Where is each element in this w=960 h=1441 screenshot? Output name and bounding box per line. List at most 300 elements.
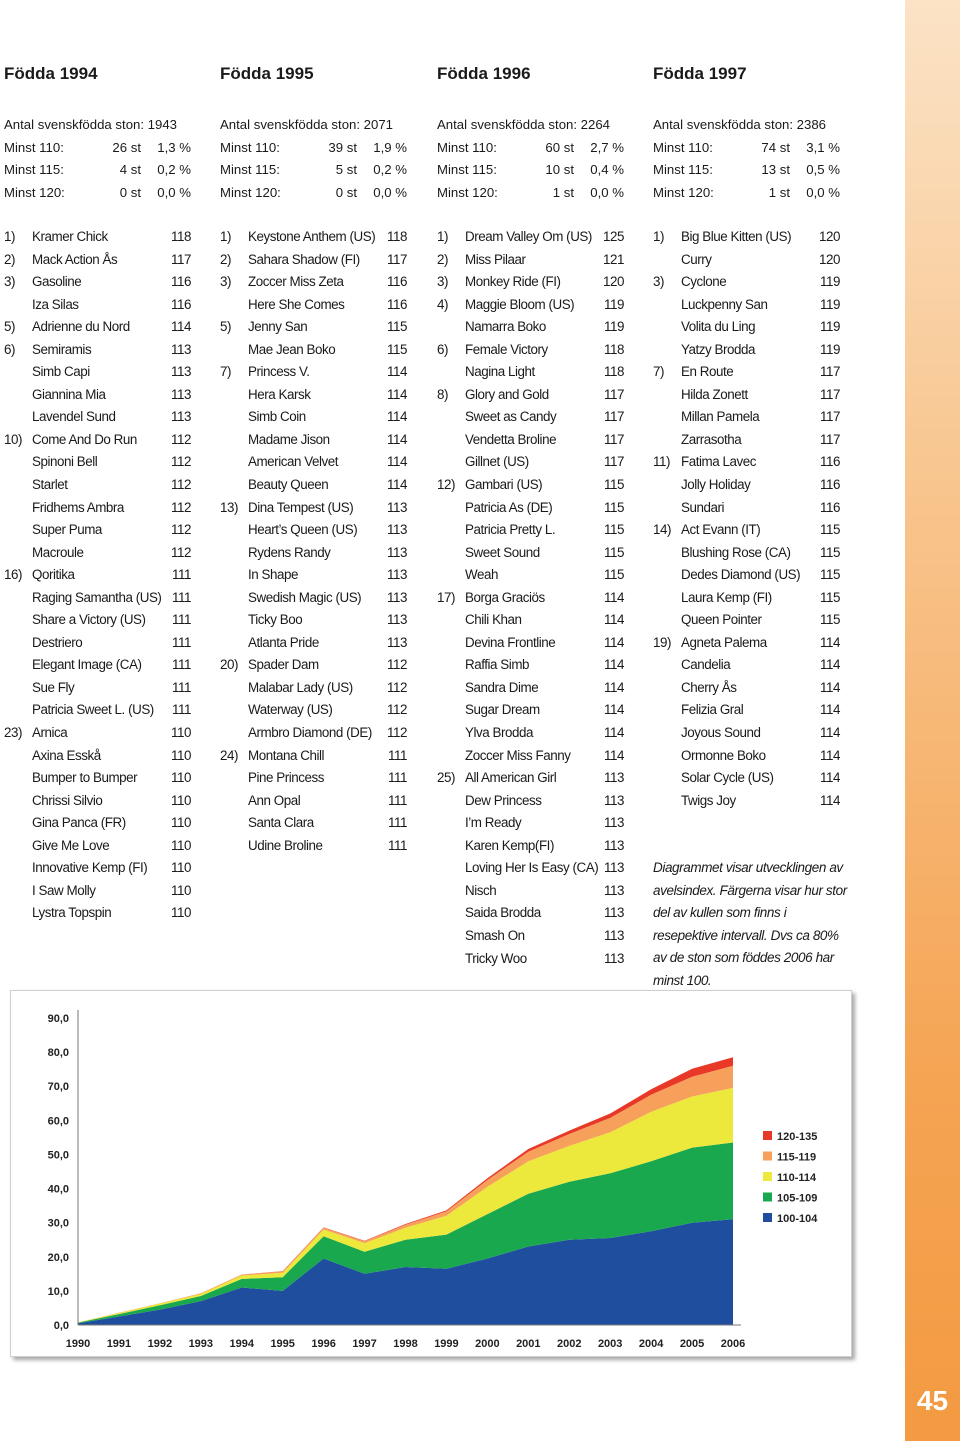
stats-row <box>220 159 425 182</box>
list-item <box>653 745 858 768</box>
list-index-value: 115 <box>820 589 840 605</box>
list-item <box>220 519 425 542</box>
list-index-value: 119 <box>604 296 624 312</box>
stats-label: Minst 115: <box>220 162 280 177</box>
list-item <box>220 767 425 790</box>
list-item <box>437 519 642 542</box>
stats-percent: 0,5 % <box>806 162 840 177</box>
list-rank: 19) <box>653 634 672 650</box>
list-horse-name: Ticky Boo <box>248 612 303 628</box>
list-rank: 4) <box>437 296 449 312</box>
stats-count: 5 st <box>335 162 357 177</box>
list-index-value: 110 <box>171 860 191 876</box>
list-horse-name: Mae Jean Boko <box>248 341 336 357</box>
stats-row <box>653 159 858 182</box>
list-item <box>220 294 425 317</box>
list-horse-name: Joyous Sound <box>681 725 761 741</box>
x-tick-label: 2001 <box>516 1338 541 1350</box>
list-item <box>437 790 642 813</box>
list-index-value: 114 <box>604 679 624 695</box>
list-index-value: 114 <box>820 770 840 786</box>
list-horse-name: En Route <box>681 364 734 380</box>
list-horse-name: Yatzy Brodda <box>681 341 755 357</box>
list-index-value: 110 <box>171 770 191 786</box>
list-rank: 16) <box>4 567 23 583</box>
list-horse-name: Twigs Joy <box>681 792 736 808</box>
list-item <box>4 384 209 407</box>
list-index-value: 113 <box>387 544 407 560</box>
list-rank: 14) <box>653 522 672 538</box>
stats-row <box>437 137 642 160</box>
y-tick-label: 0,0 <box>53 1320 69 1332</box>
list-item <box>653 316 858 339</box>
list-item <box>653 654 858 677</box>
list-item <box>653 474 858 497</box>
list-horse-name: Jenny San <box>248 319 308 335</box>
list-item <box>4 294 209 317</box>
list-index-value: 111 <box>171 634 191 650</box>
list-index-value: 117 <box>820 386 840 402</box>
list-index-value: 114 <box>820 657 840 673</box>
list-item <box>653 339 858 362</box>
list-item <box>4 880 209 903</box>
list-index-value: 111 <box>171 702 191 718</box>
x-tick-label: 2003 <box>597 1338 623 1350</box>
list-item <box>220 587 425 610</box>
list-horse-name: Malabar Lady (US) <box>248 679 353 695</box>
list-horse-name: Loving Her Is Easy (CA) <box>465 860 599 876</box>
list-item <box>437 835 642 858</box>
list-index-value: 114 <box>604 634 624 650</box>
stats-total-line <box>4 114 209 137</box>
list-horse-name: Spader Dam <box>248 657 319 673</box>
list-horse-name: Queen Pointer <box>681 612 762 628</box>
list-horse-name: Tricky Woo <box>465 950 527 966</box>
list-item <box>220 835 425 858</box>
list-index-value: 113 <box>387 522 407 538</box>
list-item <box>220 474 425 497</box>
list-horse-name: Chili Khan <box>465 612 522 628</box>
list-item <box>4 699 209 722</box>
list-index-value: 113 <box>604 792 624 808</box>
list-item <box>4 587 209 610</box>
list-index-value: 113 <box>604 882 624 898</box>
list-item <box>4 857 209 880</box>
legend-swatch <box>763 1193 772 1202</box>
list-item <box>4 497 209 520</box>
list-item <box>220 226 425 249</box>
legend-swatch <box>763 1131 772 1140</box>
list-horse-name: Luckpenny San <box>681 296 768 312</box>
list-index-value: 114 <box>820 747 840 763</box>
list-index-value: 125 <box>603 229 624 244</box>
ranking-list <box>437 226 642 970</box>
list-index-value: 113 <box>604 905 624 921</box>
stats-percent: 0,0 % <box>590 184 624 200</box>
list-item <box>220 361 425 384</box>
list-horse-name: Macroule <box>32 544 84 560</box>
list-horse-name: Glory and Gold <box>465 386 549 402</box>
ranking-list <box>653 226 858 812</box>
stats-row <box>4 137 209 160</box>
list-horse-name: All American Girl <box>465 770 557 786</box>
list-item <box>220 812 425 835</box>
stats-count: 1 st <box>768 184 790 200</box>
list-item <box>653 722 858 745</box>
list-item <box>220 316 425 339</box>
list-item <box>437 857 642 880</box>
list-index-value: 115 <box>387 319 407 335</box>
list-horse-name: Kramer Chick <box>32 229 108 244</box>
x-tick-label: 2000 <box>475 1338 500 1350</box>
list-index-value: 115 <box>604 522 624 538</box>
list-item <box>437 429 642 452</box>
list-rank: 11) <box>653 454 671 470</box>
list-index-value: 114 <box>820 634 840 650</box>
list-horse-name: Ylva Brodda <box>465 725 533 741</box>
list-horse-name: Zoccer Miss Fanny <box>465 747 571 763</box>
stats-row <box>653 137 858 160</box>
list-item <box>437 474 642 497</box>
list-horse-name: Volita du Ling <box>681 319 756 335</box>
list-item <box>4 474 209 497</box>
list-item <box>220 699 425 722</box>
list-item <box>437 271 642 294</box>
list-rank: 7) <box>653 364 665 380</box>
x-tick-label: 2002 <box>557 1338 582 1350</box>
stats-label: Minst 120: <box>4 184 65 200</box>
stats-percent: 0,0 % <box>806 184 840 200</box>
list-index-value: 110 <box>171 882 191 898</box>
list-item <box>4 271 209 294</box>
list-item <box>437 609 642 632</box>
list-horse-name: Starlet <box>32 477 68 493</box>
list-horse-name: Candelia <box>681 657 731 673</box>
list-item <box>220 722 425 745</box>
list-index-value: 113 <box>604 927 624 943</box>
list-index-value: 110 <box>171 837 191 853</box>
list-horse-name: Armbro Diamond (DE) <box>248 725 372 741</box>
y-tick-label: 90,0 <box>47 1013 69 1025</box>
stats-total-line <box>437 114 642 137</box>
list-item <box>4 519 209 542</box>
list-item <box>220 609 425 632</box>
list-rank: 13) <box>220 499 239 515</box>
column-title: Födda 1994 <box>4 64 98 83</box>
ranking-list <box>4 226 209 925</box>
list-item <box>437 677 642 700</box>
list-horse-name: Innovative Kemp (FI) <box>32 860 148 876</box>
list-index-value: 114 <box>387 431 407 447</box>
list-horse-name: Ormonne Boko <box>681 747 766 763</box>
stats-total: Antal svenskfödda ston: 1943 <box>4 117 178 132</box>
list-index-value: 114 <box>820 792 840 808</box>
list-item <box>4 406 209 429</box>
list-horse-name: Agneta Palema <box>681 634 767 650</box>
list-horse-name: Weah <box>465 567 498 583</box>
list-index-value: 118 <box>171 229 191 244</box>
stats-count: 0 st <box>335 184 357 200</box>
stats-percent: 3,1 % <box>806 139 840 155</box>
stats-row <box>4 182 209 205</box>
list-item <box>437 699 642 722</box>
list-horse-name: Arnica <box>32 725 68 741</box>
list-index-value: 110 <box>171 747 191 763</box>
list-index-value: 114 <box>604 747 624 763</box>
list-item <box>437 564 642 587</box>
y-tick-label: 20,0 <box>47 1251 69 1264</box>
list-item <box>4 677 209 700</box>
list-rank: 8) <box>437 386 449 402</box>
list-horse-name: Fridhems Ambra <box>32 499 124 515</box>
list-index-value: 114 <box>604 702 624 718</box>
legend-swatch <box>763 1172 772 1181</box>
stats-count: 74 st <box>761 139 790 155</box>
list-index-value: 111 <box>387 815 407 831</box>
list-horse-name: Sweet as Candy <box>465 409 557 425</box>
y-tick-label: 80,0 <box>47 1047 69 1060</box>
list-item <box>437 654 642 677</box>
list-horse-name: I Saw Molly <box>32 882 96 898</box>
stats-percent: 0,2 % <box>157 162 191 177</box>
stats-label: Minst 115: <box>437 162 497 177</box>
list-horse-name: Monkey Ride (FI) <box>465 274 561 290</box>
column-title: Födda 1995 <box>220 64 314 83</box>
list-horse-name: Swedish Magic (US) <box>248 589 362 605</box>
page-number: 45 <box>916 1385 949 1416</box>
list-index-value: 110 <box>171 725 191 741</box>
list-item <box>437 587 642 610</box>
list-item <box>220 542 425 565</box>
list-horse-name: Udine Broline <box>248 837 323 853</box>
list-index-value: 110 <box>171 905 191 921</box>
ranking-list <box>220 226 425 857</box>
list-rank: 5) <box>4 319 16 335</box>
page-edge-bar <box>905 0 960 1441</box>
list-horse-name: Raging Samantha (US) <box>32 589 162 605</box>
x-tick-label: 1996 <box>311 1338 336 1350</box>
list-item <box>4 812 209 835</box>
stats-count: 1 st <box>552 184 574 200</box>
x-tick-label: 2006 <box>720 1338 746 1350</box>
list-index-value: 115 <box>820 567 840 583</box>
list-item <box>4 429 209 452</box>
stats-count: 0 st <box>119 184 141 200</box>
list-rank: 6) <box>437 341 449 357</box>
list-item <box>220 249 425 272</box>
x-tick-label: 2004 <box>638 1338 664 1350</box>
list-rank: 20) <box>220 657 239 673</box>
list-horse-name: Hilda Zonett <box>681 386 748 402</box>
list-horse-name: Borga Graciös <box>465 589 545 605</box>
stats-count: 10 st <box>545 162 574 177</box>
list-horse-name: Super Puma <box>32 522 102 538</box>
list-index-value: 111 <box>387 792 407 808</box>
stats-label: Minst 110: <box>4 139 64 155</box>
list-index-value: 114 <box>387 454 407 470</box>
list-index-value: 110 <box>171 815 191 831</box>
list-rank: 6) <box>4 341 16 357</box>
list-item <box>437 925 642 948</box>
list-index-value: 113 <box>604 837 624 853</box>
list-index-value: 120 <box>819 251 840 267</box>
list-horse-name: Here She Comes <box>248 296 345 312</box>
list-index-value: 115 <box>604 544 624 560</box>
list-item <box>653 429 858 452</box>
stats-count: 60 st <box>545 139 574 155</box>
legend-swatch <box>763 1213 772 1222</box>
list-horse-name: Gasoline <box>32 274 82 290</box>
list-rank: 12) <box>437 477 456 493</box>
list-index-value: 117 <box>604 409 624 425</box>
list-horse-name: Give Me Love <box>32 837 110 853</box>
list-index-value: 119 <box>820 296 840 312</box>
list-rank: 7) <box>220 364 232 380</box>
list-horse-name: Patricia Sweet L. (US) <box>32 702 154 718</box>
stats-percent: 0,4 % <box>590 162 624 177</box>
list-horse-name: Patricia Pretty L. <box>465 522 556 538</box>
x-tick-label: 1995 <box>270 1338 295 1350</box>
list-item <box>437 361 642 384</box>
stats-percent: 2,7 % <box>590 139 624 155</box>
list-horse-name: Millan Pamela <box>681 409 760 425</box>
list-index-value: 111 <box>171 589 191 605</box>
list-index-value: 115 <box>820 544 840 560</box>
column-title: Födda 1997 <box>653 64 747 83</box>
list-index-value: 113 <box>604 860 624 876</box>
list-horse-name: Atlanta Pride <box>248 634 319 650</box>
list-index-value: 111 <box>387 837 407 853</box>
list-index-value: 113 <box>171 386 191 402</box>
list-index-value: 117 <box>820 409 840 425</box>
stats-row <box>4 159 209 182</box>
list-rank: 23) <box>4 725 23 741</box>
list-item <box>4 722 209 745</box>
list-rank: 2) <box>4 251 16 267</box>
list-item <box>437 902 642 925</box>
list-index-value: 112 <box>171 522 191 538</box>
list-item <box>4 902 209 925</box>
list-horse-name: Destriero <box>32 634 83 650</box>
list-index-value: 113 <box>604 950 624 966</box>
list-item <box>4 226 209 249</box>
list-index-value: 115 <box>820 522 840 538</box>
list-index-value: 113 <box>604 770 624 786</box>
list-index-value: 112 <box>387 679 407 695</box>
list-item <box>4 609 209 632</box>
list-item <box>220 677 425 700</box>
list-index-value: 117 <box>820 364 840 380</box>
x-tick-label: 1993 <box>188 1338 214 1350</box>
list-index-value: 114 <box>604 725 624 741</box>
list-item <box>437 542 642 565</box>
list-item <box>653 519 858 542</box>
y-tick-label: 60,0 <box>47 1115 69 1128</box>
list-item <box>4 767 209 790</box>
list-index-value: 119 <box>820 341 840 357</box>
list-item <box>437 249 642 272</box>
list-rank: 17) <box>437 589 456 605</box>
list-index-value: 114 <box>820 725 840 741</box>
list-horse-name: Big Blue Kitten (US) <box>681 229 792 244</box>
list-horse-name: Solar Cycle (US) <box>681 770 774 786</box>
list-item <box>220 384 425 407</box>
list-item <box>653 361 858 384</box>
stats-label: Minst 110: <box>653 139 713 155</box>
list-horse-name: Zarrasotha <box>681 431 742 447</box>
list-horse-name: Beauty Queen <box>248 477 329 493</box>
list-horse-name: Sahara Shadow (FI) <box>248 251 360 267</box>
stats-label: Minst 120: <box>437 184 498 200</box>
list-index-value: 112 <box>171 431 191 447</box>
list-index-value: 116 <box>820 499 840 515</box>
list-item <box>220 790 425 813</box>
list-rank: 3) <box>220 274 232 290</box>
stats-count: 39 st <box>328 139 357 155</box>
list-horse-name: Fatima Lavec <box>681 454 756 470</box>
list-horse-name: Raffia Simb <box>465 657 530 673</box>
list-rank: 1) <box>437 229 449 244</box>
stats-total: Antal svenskfödda ston: 2071 <box>220 117 394 132</box>
list-item <box>220 429 425 452</box>
stats-label: Minst 115: <box>653 162 713 177</box>
list-item <box>653 767 858 790</box>
list-item <box>653 632 858 655</box>
legend-label: 100-104 <box>777 1213 818 1225</box>
list-index-value: 116 <box>171 274 191 290</box>
list-item <box>437 406 642 429</box>
stats-block <box>220 114 425 204</box>
list-index-value: 116 <box>171 296 191 312</box>
list-index-value: 114 <box>604 589 624 605</box>
list-index-value: 115 <box>820 612 840 628</box>
list-horse-name: Simb Coin <box>248 409 306 425</box>
x-tick-label: 1997 <box>352 1338 377 1350</box>
list-index-value: 113 <box>387 499 407 515</box>
stats-block <box>4 114 209 204</box>
stats-block <box>437 114 642 204</box>
stats-row <box>653 182 858 205</box>
list-index-value: 113 <box>387 612 407 628</box>
stats-total: Antal svenskfödda ston: 2386 <box>653 117 827 132</box>
stats-count: 26 st <box>112 139 141 155</box>
list-item <box>437 316 642 339</box>
list-index-value: 113 <box>171 409 191 425</box>
list-index-value: 114 <box>387 364 407 380</box>
list-item <box>653 226 858 249</box>
list-index-value: 111 <box>171 612 191 628</box>
chart-svg <box>11 991 851 1356</box>
list-horse-name: Waterway (US) <box>248 702 333 718</box>
list-horse-name: Sundari <box>681 499 725 515</box>
list-horse-name: Sugar Dream <box>465 702 540 718</box>
list-item <box>437 384 642 407</box>
list-horse-name: Pine Princess <box>248 770 325 786</box>
list-rank: 25) <box>437 770 456 786</box>
list-horse-name: Sweet Sound <box>465 544 540 560</box>
list-horse-name: Mack Action Ås <box>32 251 118 267</box>
stats-percent: 0,0 % <box>157 184 191 200</box>
list-index-value: 117 <box>820 431 840 447</box>
stats-percent: 1,3 % <box>157 139 191 155</box>
list-horse-name: Lystra Topspin <box>32 905 112 921</box>
list-rank: 2) <box>220 251 232 267</box>
list-index-value: 119 <box>604 319 624 335</box>
list-item <box>4 361 209 384</box>
list-item <box>437 948 642 971</box>
list-item <box>653 609 858 632</box>
list-index-value: 116 <box>387 274 407 290</box>
